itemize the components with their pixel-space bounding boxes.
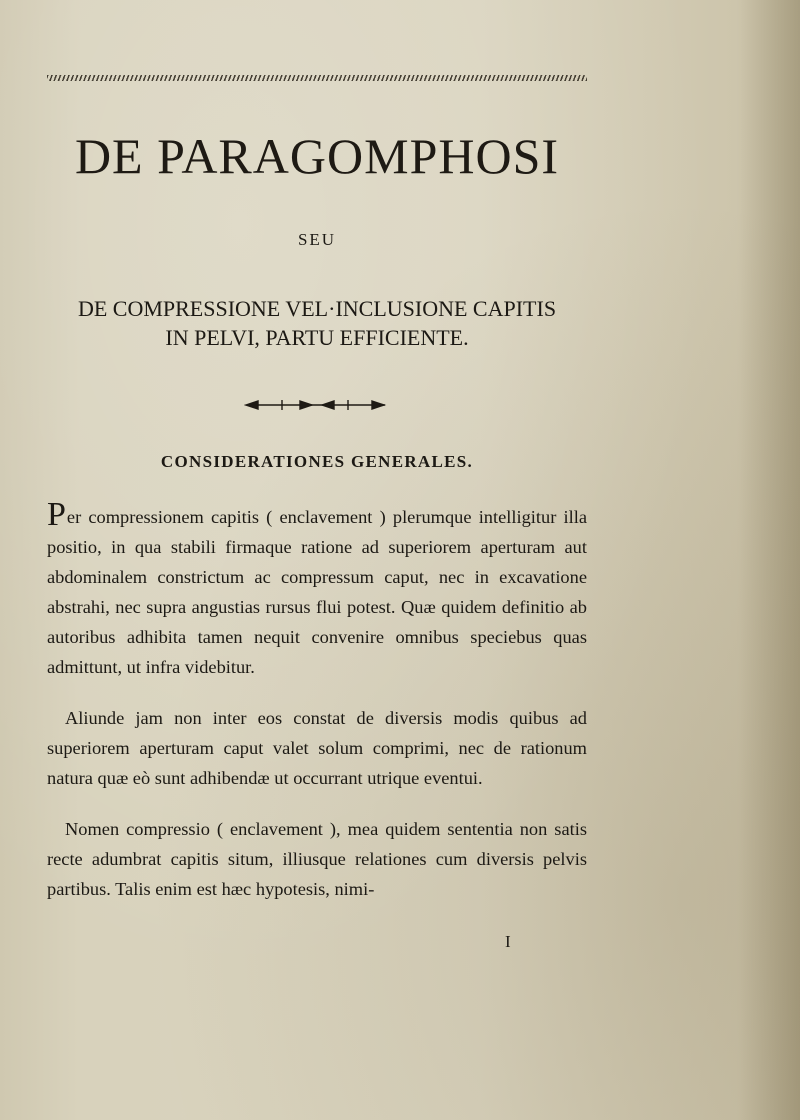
drop-cap: P bbox=[47, 496, 66, 533]
signature-mark: I bbox=[505, 932, 511, 951]
paragraph-2: Aliunde jam non inter eos constat de diversis modis quibus ad superiorem aperturam caput valet solum comprimi, nec de rationum natura quæ eò sunt adhibendæ ut occurrant utrique eventui. bbox=[47, 708, 587, 788]
paragraph-1 bbox=[47, 496, 587, 682]
ornament-divider bbox=[244, 396, 389, 414]
title-conjunction: SEU bbox=[297, 230, 337, 249]
page-edge-shadow bbox=[740, 0, 800, 1120]
subtitle-line-1: DE COMPRESSIONE VEL·INCLUSIONE CAPITIS bbox=[77, 296, 557, 321]
page-title: DE PARAGOMPHOSI bbox=[74, 128, 560, 184]
paragraph-1-text: er compressionem capitis ( enclavement ) plerumque intelligitur illa positio, in qua stabili firmaque ratione ad superiorem aperturam aut abdominalem constrictum ac compressum caput, nec in excavatione abstrahi, nec supra angustias rursus flui potest. Quæ quidem definitio ab autoribus adhibita tamen nequit convenire omnibus speciebus quas admittunt, ut infra videbitur. bbox=[47, 507, 587, 677]
subtitle bbox=[40, 294, 594, 352]
subtitle-line-2: IN PELVI, PARTU EFFICIENTE. bbox=[165, 325, 469, 350]
section-heading: CONSIDERATIONES GENERALES. bbox=[160, 452, 474, 471]
paragraph-3: Nomen compressio ( enclavement ), mea quidem sententia non satis recte adumbrat capitis situm, illiusque relationes cum diversis pelvis partibus. Talis enim est hæc hypotesis, nimi- bbox=[47, 819, 587, 899]
top-decorative-rule bbox=[47, 75, 587, 81]
body-text bbox=[47, 496, 587, 925]
